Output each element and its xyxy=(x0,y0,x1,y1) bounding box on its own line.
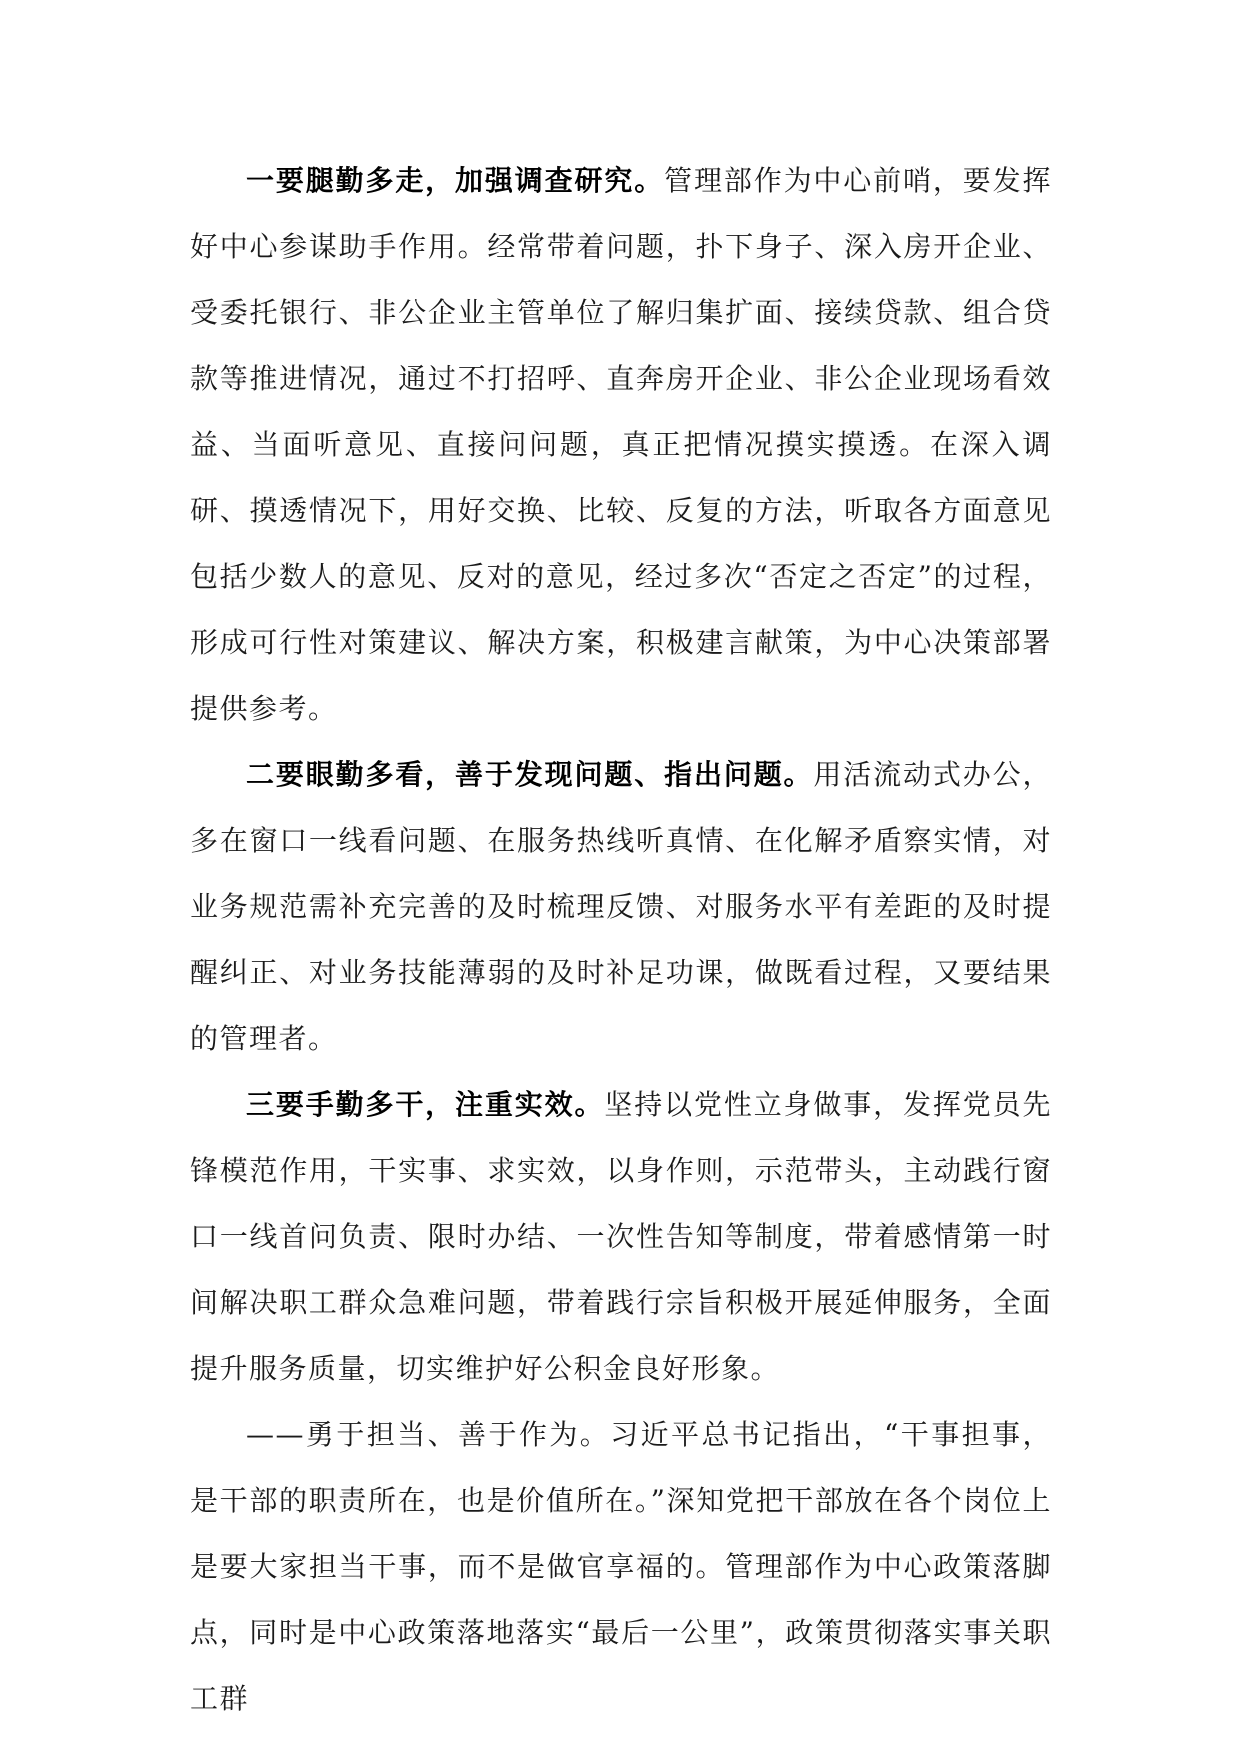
paragraph-3 xyxy=(190,1072,1052,1402)
paragraph-2 xyxy=(190,742,1052,1072)
paragraph-2-lead: 二要眼勤多看，善于发现问题、指出问题。 xyxy=(246,758,814,791)
paragraph-3-lead: 三要手勤多干，注重实效。 xyxy=(246,1088,605,1121)
paragraph-4 xyxy=(190,1402,1052,1732)
paragraph-1 xyxy=(190,148,1052,742)
paragraph-1-lead: 一要腿勤多走，加强调查研究。 xyxy=(246,164,665,197)
paragraph-1-text: 管理部作为中心前哨，要发挥好中心参谋助手作用。经常带着问题，扑下身子、深入房开企业、受委托银行、非公企业主管单位了解归集扩面、接续贷款、组合贷款等推进情况，通过不打招呼、直奔房开企业、非公企业现场看效益、当面听意见、直接问问题，真正把情况摸实摸透。在深入调研、摸透情况下，用好交换、比较、反复的方法，听取各方面意见包括少数人的意见、反对的意见，经过多次“否定之否定”的过程，形成可行性对策建议、解决方案，积极建言献策，为中心决策部署提供参考。 xyxy=(190,164,1052,725)
paragraph-3-text: 坚持以党性立身做事，发挥党员先锋模范作用，干实事、求实效，以身作则，示范带头，主动践行窗口一线首问负责、限时办结、一次性告知等制度，带着感情第一时间解决职工群众急难问题，带着践行宗旨积极开展延伸服务，全面提升服务质量，切实维护好公积金良好形象。 xyxy=(190,1088,1052,1385)
document-body xyxy=(190,148,1052,1732)
paragraph-2-text: 用活流动式办公，多在窗口一线看问题、在服务热线听真情、在化解矛盾察实情，对业务规范需补充完善的及时梳理反馈、对服务水平有差距的及时提醒纠正、对业务技能薄弱的及时补足功课，做既看过程，又要结果的管理者。 xyxy=(190,758,1052,1055)
paragraph-4-text: ——勇于担当、善于作为。习近平总书记指出，“干事担事，是干部的职责所在，也是价值所在。”深知党把干部放在各个岗位上是要大家担当干事，而不是做官享福的。管理部作为中心政策落脚点，同时是中心政策落地落实“最后一公里”，政策贯彻落实事关职工群 xyxy=(190,1418,1052,1715)
